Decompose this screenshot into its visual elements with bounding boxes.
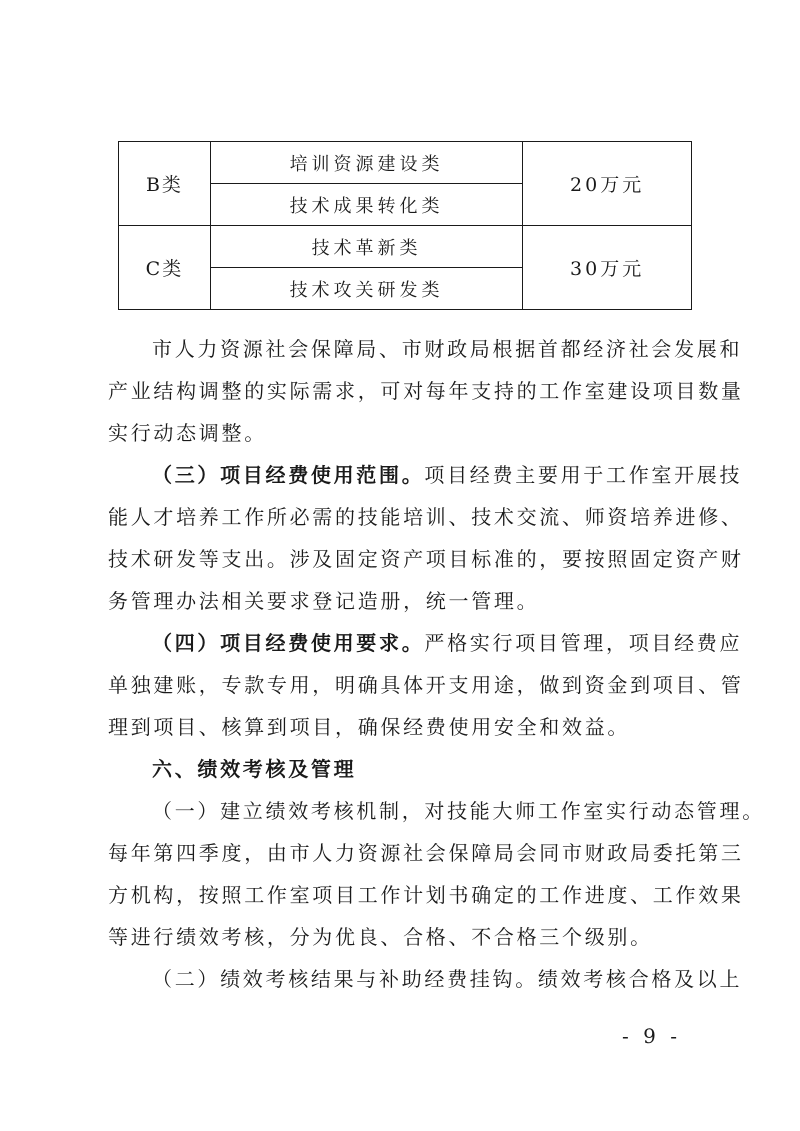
table-row	[119, 142, 692, 184]
subcategory-cell: 技术成果转化类	[210, 184, 522, 226]
section-heading: 六、绩效考核及管理	[152, 757, 357, 781]
funding-table	[118, 141, 692, 310]
text-line: 方机构，按照工作室项目工作计划书确定的工作进度、工作效果	[108, 883, 744, 907]
text-line: 每年第四季度，由市人力资源社会保障局会同市财政局委托第三	[108, 841, 744, 865]
text-run: 严格实行项目管理，项目经费应	[424, 631, 743, 655]
amount-cell: 30万元	[523, 226, 692, 310]
text-line: 产业结构调整的实际需求，可对每年支持的工作室建设项目数量	[108, 379, 744, 403]
paragraph-performance-funding	[108, 958, 743, 1000]
category-cell: B类	[119, 142, 211, 226]
section-lead: （三）项目经费使用范围。	[152, 463, 425, 487]
text-line: （二）绩效考核结果与补助经费挂钩。绩效考核合格及以上	[152, 967, 743, 991]
text-line: 能人才培养工作所必需的技能培训、技术交流、师资培养进修、	[108, 505, 744, 529]
text-line: 单独建账，专款专用，明确具体开支用途，做到资金到项目、管	[108, 673, 744, 697]
paragraph-fund-scope	[108, 454, 744, 622]
text-run: 项目经费主要用于工作室开展技	[424, 463, 743, 487]
text-line	[108, 454, 743, 496]
text-line	[108, 622, 743, 664]
section-lead: （四）项目经费使用要求。	[152, 631, 425, 655]
paragraph-adjustment	[108, 328, 744, 454]
text-line: （一）建立绩效考核机制，对技能大师工作室实行动态管理。	[152, 799, 765, 823]
amount-cell: 20万元	[523, 142, 692, 226]
subcategory-cell: 培训资源建设类	[210, 142, 522, 184]
page-number: - 9 -	[622, 1024, 681, 1048]
text-line: 理到项目、核算到项目，确保经费使用安全和效益。	[108, 715, 631, 739]
text-line: 市人力资源社会保障局、市财政局根据首都经济社会发展和	[152, 337, 743, 361]
text-line: 技术研发等支出。涉及固定资产项目标准的，要按照固定资产财	[108, 547, 744, 571]
subcategory-cell: 技术革新类	[210, 226, 522, 268]
subcategory-cell: 技术攻关研发类	[210, 268, 522, 310]
table-row	[119, 226, 692, 268]
category-cell: C类	[119, 226, 211, 310]
paragraph-fund-requirements	[108, 622, 744, 748]
paragraph-performance-mechanism	[108, 790, 765, 958]
text-line: 实行动态调整。	[108, 421, 267, 445]
text-line: 等进行绩效考核，分为优良、合格、不合格三个级别。	[108, 925, 653, 949]
text-line: 务管理办法相关要求登记造册，统一管理。	[108, 589, 540, 613]
